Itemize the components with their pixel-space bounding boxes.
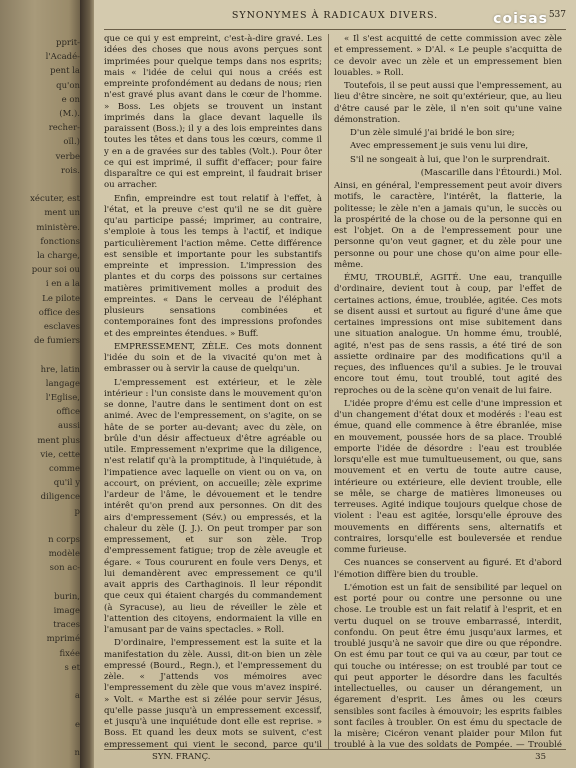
- right-text-column: [334, 34, 562, 749]
- left-page-fragment: mprimé: [46, 634, 80, 645]
- left-page-fragment: l'Acadé-: [45, 52, 80, 63]
- left-page-fragment: esclaves: [43, 322, 80, 332]
- verse-line: D'un zèle simulé j'ai bridé le bon sire;: [350, 128, 515, 138]
- left-page-fragment: ministère.: [36, 222, 80, 233]
- left-page-fragment: verbe: [55, 151, 80, 162]
- left-page-fragment: a: [74, 691, 80, 702]
- paragraph: L'émotion est un fait de sensibilité par lequel on est porté pour ou contre une personne ou une chose. Le trouble est un fait relatif à l'esprit, et en vertu duquel on se trouve embarrassé, interdit, confondu. On peut être ému jusqu'aux larmes, et troublé jusqu'à ne savoir que dire ou que répondre. On est ému par tout ce qui va au cœur, par tout ce qui touche ou intéresse; on est troublé par tout ce qui peut apporter le désordre dans les facultés intellectuelles, ou causer un dérangement, un égarement d'esprit. Les âmes ou les cœurs sensibles sont faciles à émouvoir; les esprits faibles sont faciles à troubler. On est ému du spectacle de la misère; Cicéron venant plaider pour Milon fut troublé à la vue des soldats de Pompée. — Troublé: [334, 582, 562, 749]
- left-page-fragment: p: [74, 506, 80, 517]
- verse-line: Avec empressement je suis venu lui dire,: [350, 141, 529, 152]
- left-page-fragment: diligence: [40, 492, 80, 503]
- left-page-fragment: pour soi ou: [31, 265, 80, 276]
- left-text-column: [104, 34, 322, 749]
- book-page: [94, 0, 576, 768]
- paragraph: L'empressement est extérieur, et le zèle intérieur : l'un consiste dans le mouvement qu'on se donne, l'autre dans le sentiment dont on est animé. Avec de l'empressement, on s'agite, on se hâte de se porter au-devant; avec du zèle, on brûle d'un désir affectueux d'être agréable ou utile. Empressement n'exprime que la diligence, n'est relatif qu'à la promptitude, à l'inquiétude, à l'impatience avec laquelle on vient ou on va, on accourt, on prévient, on accueille; zèle exprime l'ardeur de l'âme, le dévouement et le tendre intérêt qu'on prend aux personnes. On dit des airs d'empressement (Sév.) ou empressés, et la chaleur du zèle (J. J.). On peut tromper par son empressement, et sur son zèle. Trop d'empressement fatigue; trop de zèle aveugle et égare. « Tous coururent en foule vers Denys, et lui demandèrent avec empressement ce qu'il avait appris des Carthaginois. Il leur répondit que ceux qui étaient chargés du commandement (à Syracuse), au lieu de réveiller le zèle et l'attention des citoyens, endormaient la ville en l'amusant par de vains spectacles. » Roll.: [104, 377, 322, 635]
- left-page-fragment: de fumiers: [33, 336, 80, 347]
- paragraph: Toutefois, il se peut aussi que l'empressement, au lieu d'être sincère, ne soit qu'extérieur, que, au lieu d'être causé par le zèle, il n'en soit qu'une vaine démonstration.: [334, 81, 562, 125]
- watermark-logo: coisas: [493, 11, 548, 27]
- left-page-fragment: aussi: [58, 421, 80, 432]
- left-page-fragment: n: [74, 748, 80, 758]
- left-page-fragment: qu'on: [56, 80, 80, 91]
- paragraph: Ainsi, en général, l'empressement peut avoir divers motifs, le caractère, l'intérêt, la flatterie, la politesse; le zèle n'en a jamais qu'un, le succès ou la prospérité de la chose ou de la personne qui en est l'objet. On a de l'empressement pour une personne qu'on veut gagner, et du zèle pour une personne ou pour une chose qu'on aime pour elle-même.: [334, 181, 562, 270]
- left-page-fragment: fixée: [59, 648, 80, 659]
- paragraph: D'ordinaire, l'empressement est la suite et la manifestation du zèle. Aussi, dit-on bien un zèle empressé (Bourd., Regn.), et l'empressement du zèle. « J'attends vos mémoires avec l'empressement du zèle que vous m'avez inspiré. » Volt. « Marthe est si zélée pour servir Jésus, qu'elle passe jusqu'à un empressement excessif, et jusqu'à une inquiétude dont elle est reprise. » Boss. Et quand les deux mots se suivent, c'est empressement qui vient le second, parce qu'il: [104, 638, 322, 749]
- left-page-fragment: office: [56, 407, 80, 418]
- left-page-fragment: Le pilote: [42, 293, 80, 304]
- paragraph: que ce qui y est empreint, c'est-à-dire gravé. Les idées des choses que nous avons perçues sont imprimées pour quelque temps dans nos esprits; mais « l'idée de celui qui nous a créés est empreinte profondément au dedans de nous; rien n'est gravé plus avant dans le cœur de l'homme. » Boss. Les objets se trouvent un instant imprimés dans la glace devant laquelle ils paraissent (Boss.); il y a des lois empreintes dans toutes les têtes et dans tous les cœurs, comme il y en a de gravées sur des tables (Volt.). Pour ôter ce qui est imprimé, il suffit d'effacer; pour faire disparaître ce qui est empreint, il faudrait briser ou arracher.: [104, 34, 322, 191]
- page-footer: [104, 752, 566, 766]
- paragraph: L'idée propre d'ému est celle d'une impression et d'un changement d'état doux et modérés : l'eau est émue, quand elle commence à être ébranlée, mise en mouvement, poussée hors de sa place. Troublé emporte l'idée de désordre : l'eau est troublée lorsqu'elle est mue tumultueusement, ou que, sans mouvement et en vertu de toute autre cause, intérieure ou extérieure, elle devient trouble, elle se mêle, se charge de matières limoneuses ou terreuses. Agité indique toujours quelque chose de violent : l'eau est agitée, lorsqu'elle éprouve des mouvements en différents sens, alternatifs et contraires, lorsqu'elle est bouleversée et rendue comme furieuse.: [334, 398, 562, 555]
- left-page-fragment: oïl.): [63, 137, 80, 148]
- running-header: SYNONYMES À RADICAUX DIVERS.: [231, 10, 439, 21]
- paragraph: Ces nuances se conservent au figuré. Et d'abord l'émotion diffère bien du trouble.: [334, 558, 562, 580]
- left-page-fragment: vie, cette: [40, 449, 80, 460]
- footer-rule: [104, 749, 566, 750]
- page-number: 537: [548, 10, 566, 20]
- attribution: (Mascarille dans l'Étourdi.) Mol.: [420, 167, 562, 178]
- left-page-fragment: pprit-: [56, 38, 80, 48]
- left-page-fragment: comme: [48, 464, 80, 474]
- left-page-fragment: ment plus: [37, 435, 80, 446]
- left-page-fragment: l'Eglise,: [45, 393, 80, 403]
- left-page-fragment: recher-: [48, 123, 80, 134]
- paragraph: EMPRESSEMENT, ZÈLE. Ces mots donnent l'idée du soin et de la vivacité qu'on met à embrasser ou à servir la cause de quelqu'un.: [104, 341, 322, 375]
- left-page-fragment: rois.: [61, 165, 80, 176]
- left-page-fragment: son ac-: [49, 563, 80, 574]
- verse-line: S'il ne songeait à lui, que l'on le surprendrait.: [350, 154, 550, 165]
- column-divider: [328, 34, 329, 749]
- left-page-fragment: hre, latin: [40, 364, 80, 375]
- left-page-fragment: burin,: [54, 591, 80, 602]
- left-page-fragment: n corps: [48, 535, 80, 545]
- left-page-fragment: la charge,: [36, 251, 80, 261]
- left-page-fragment: modèle: [48, 549, 80, 560]
- paragraph: « Il s'est acquitté de cette commission avec zèle et empressement. » D'Al. « Le peuple s'acquitta de ce devoir avec un zèle et un empressement bien louables. » Roll.: [334, 34, 562, 78]
- left-page-fragment: (M.).: [59, 109, 80, 119]
- left-page-fragment: s et: [64, 662, 80, 673]
- signature-number: 35: [535, 752, 546, 762]
- left-page-fragment: xécuter, est: [30, 194, 80, 205]
- left-page-fragment: langage: [45, 378, 80, 389]
- left-page-fragment: pent la: [50, 66, 80, 77]
- paragraph: Enfin, empreindre est tout relatif à l'effet, à l'état, et la preuve c'est qu'il ne se dit guère qu'au participe passé; imprimer, au contraire, s'emploie à tous les temps à l'actif, et indique particulièrement l'action même. Cette différence est sensible et importante pour les substantifs empreinte et impression. L'impression des plantes et du corps des poissons sur certaines matières primitivement molles a produit des empreintes. « Dans le cerveau de l'éléphant plusieurs sensations combinées et contemporaines font des impressions profondes et des empreintes étendues. » Buff.: [104, 193, 322, 339]
- left-page-fragment: ment un: [44, 208, 80, 219]
- left-page-fragment: image: [53, 606, 80, 616]
- left-page-fragment: traces: [53, 620, 80, 631]
- header-rule: [104, 29, 566, 30]
- left-page-fragment: e: [74, 719, 80, 730]
- left-page-fragment: qu'il y: [53, 478, 80, 489]
- left-page-edge: [0, 0, 86, 768]
- left-page-fragment: office des: [38, 307, 80, 318]
- left-page-fragment: i en a la: [45, 279, 80, 290]
- left-page-fragment: e on: [61, 94, 80, 105]
- signature-mark: SYN. FRANÇ.: [152, 752, 211, 762]
- paragraph: ÉMU, TROUBLÉ, AGITÉ. Une eau, tranquille d'ordinaire, devient tout à coup, par l'effet de certaines actions, émue, troublée, agitée. Ces mots se disent aussi et surtout au figuré d'une âme que certaines impressions ont mise subitement dans une situation analogue. Un homme ému, troublé, agité, n'est pas de sens rassis, a été tiré de son assiette ordinaire par des modifications qu'il a reçues, des influences qu'il a subies. Je le trouvai encore tout ému, tout troublé, tout agité des reproches ou de la scène qu'on venait de lui faire.: [334, 273, 562, 396]
- left-page-fragment: fonctions: [40, 236, 80, 247]
